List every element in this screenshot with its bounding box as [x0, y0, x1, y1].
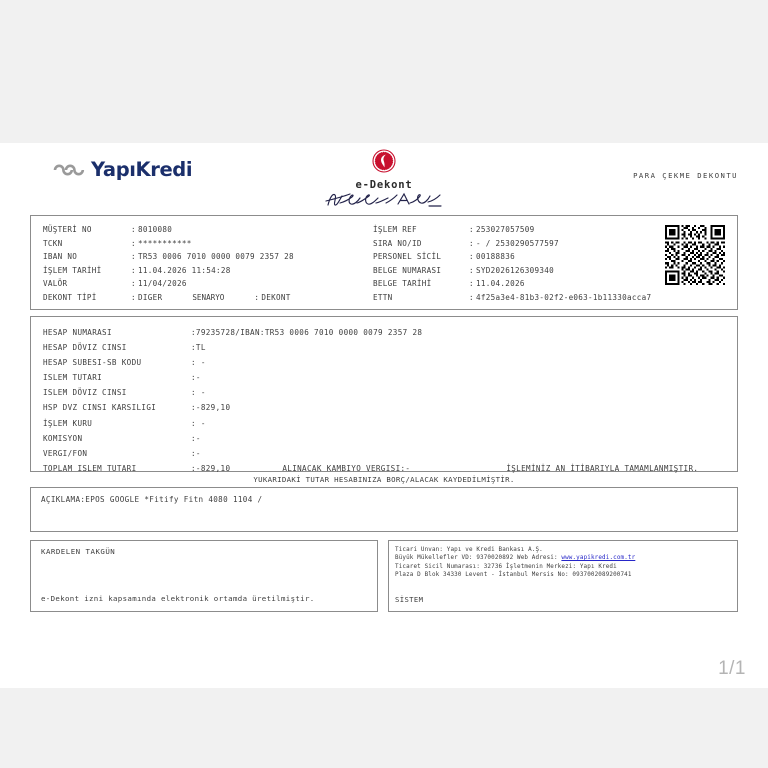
detail-value-hesap-doviz-cinsi: :TL — [191, 343, 206, 353]
detail-value-islem-doviz-cinsi: : - — [191, 388, 206, 398]
company-merkez-label: İşletmenin Merkezi: — [505, 563, 577, 570]
info-separator: : — [469, 279, 474, 289]
info-value-valor: 11/04/2026 — [138, 279, 187, 289]
detail-key: HESAP NUMARASI — [43, 328, 112, 337]
info-row — [373, 250, 663, 264]
company-vd-value: 9370020892 — [476, 555, 514, 562]
info-separator: : — [469, 225, 474, 234]
system-label: SİSTEM — [395, 595, 424, 604]
company-merkez-value: Yapı Kredi — [579, 563, 617, 570]
detail-row — [43, 416, 737, 431]
info-value-tckn: *********** — [138, 238, 192, 248]
info-key: VALÖR — [43, 279, 68, 289]
detail-row — [43, 400, 737, 415]
detail-value-hsp-dvz-karsiligi: :-829,10 — [191, 403, 231, 413]
recipient-name: KARDELEN TAKGÜN — [41, 547, 116, 556]
info-separator: : — [254, 292, 259, 302]
company-line-unvan — [395, 546, 737, 554]
info-value-ettn: 4f25a3e4-81b3-02f2-e063-1b11330acca7 — [476, 292, 652, 302]
info-value-dekont-tipi: DIGER — [138, 292, 163, 302]
bank-name-label: YapıKredi — [91, 158, 193, 182]
info-value-sira-no-id: - / 2530290577597 — [476, 238, 559, 248]
detail-row — [43, 340, 737, 355]
detail-key: KOMISYON — [43, 433, 83, 443]
edekont-label: e-Dekont — [355, 179, 413, 191]
detail-value-komisyon: :- — [191, 433, 201, 443]
info-key: BELGE NUMARASI — [373, 265, 442, 275]
info-separator: : — [131, 265, 136, 275]
company-line-vd — [395, 554, 737, 562]
detail-row — [43, 431, 737, 446]
info-key: IBAN NO — [43, 252, 78, 262]
info-key: MÜŞTERİ NO — [43, 225, 92, 234]
company-line-sicil — [395, 563, 737, 571]
detail-key: HSP DVZ CINSI KARSILIGI — [43, 403, 157, 413]
info-separator: : — [131, 252, 136, 262]
detail-row — [43, 370, 737, 385]
balance-notice: YUKARIDAKİ TUTAR HESABINIZA BORÇ/ALACAK KAYDEDİLMİŞTİR. — [253, 475, 515, 484]
detail-key: HESAP SUBESI-SB KODU — [43, 358, 142, 368]
info-row — [43, 277, 373, 291]
info-value-islem-tarihi: 11.04.2026 11:54:28 — [138, 265, 231, 275]
detail-value-hesap-subesi: : - — [191, 358, 206, 368]
info-key: ETTN — [373, 292, 393, 302]
info-separator: : — [469, 292, 474, 302]
company-website-link[interactable]: www.yapikredi.com.tr — [561, 555, 636, 562]
info-value-musteri-no: 8010080 — [138, 225, 173, 234]
info-separator: : — [469, 265, 474, 275]
company-sicil-value: 32736 — [483, 563, 503, 570]
page-header — [0, 143, 768, 215]
completion-note: İŞLEMİNİZ AN İTİBARIYLA TAMAMLANMIŞTIR. — [506, 463, 699, 473]
company-unvan-value: Yapı ve Kredi Bankası A.Ş. — [446, 547, 543, 553]
account-info-box — [30, 215, 738, 310]
detail-row — [43, 446, 737, 461]
company-web-label: Web Adresi: — [517, 555, 558, 562]
detail-key: HESAP DÖVIZ CINSI — [43, 343, 127, 353]
qr-code-icon — [665, 225, 725, 290]
page-number: 1/1 — [718, 658, 746, 679]
info-row — [373, 277, 663, 291]
company-unvan-label: Ticari Unvan: — [395, 547, 444, 553]
info-value-belge-numarasi: SYD2026126309340 — [476, 265, 554, 275]
recipient-note: e-Dekont izni kapsamında elektronik ortamda üretilmiştir. — [41, 594, 315, 603]
info-column-right — [373, 223, 663, 305]
recipient-box — [30, 540, 378, 612]
info-separator: : — [469, 252, 474, 262]
info-value-iban: TR53 0006 7010 0000 0079 2357 28 — [138, 252, 294, 262]
info-separator: : — [131, 292, 136, 302]
detail-value-vergi-fon: :- — [191, 448, 201, 458]
info-row — [43, 264, 373, 278]
receipt-page — [0, 143, 768, 688]
info-key: BELGE TARİHİ — [373, 279, 432, 289]
company-vd-label: Büyük Mükellefler VD: — [395, 555, 473, 562]
footer-row — [30, 540, 738, 612]
detail-key: ISLEM TUTARI — [43, 373, 103, 383]
info-separator: : — [131, 238, 136, 248]
detail-key: VERGI/FON — [43, 448, 88, 458]
detail-key: İŞLEM KURU — [43, 418, 93, 428]
company-info-box — [388, 540, 738, 612]
company-sicil-label: Ticaret Sicil Numarası: — [395, 563, 481, 570]
detail-row — [43, 325, 737, 340]
signature-image — [0, 190, 768, 215]
detail-key-toplam: TOPLAM ISLEM TUTARI — [43, 463, 137, 473]
kambiyo-vergisi-label: ALINACAK KAMBIYO VERGISI:- — [282, 463, 411, 473]
info-key: TCKN — [43, 238, 63, 248]
info-value-senaryo: DEKONT — [261, 292, 291, 302]
detail-row-total — [43, 461, 737, 476]
bank-seal-icon — [372, 149, 396, 178]
info-row — [43, 237, 373, 251]
info-row — [373, 291, 663, 305]
info-key: SIRA NO/ID — [373, 238, 422, 248]
detail-row — [43, 355, 737, 370]
info-row — [43, 250, 373, 264]
info-separator: : — [469, 238, 474, 248]
info-row — [43, 291, 373, 305]
detail-value-islem-tutari: :- — [191, 373, 201, 383]
info-key: DEKONT TİPİ — [43, 292, 97, 302]
aciklama-text: AÇIKLAMA:EPOS GOOGLE *Fitify Fitn 4080 1104 / — [41, 495, 263, 504]
info-key: İŞLEM REF — [373, 225, 417, 234]
info-key: PERSONEL SİCİL — [373, 252, 442, 262]
info-row — [373, 223, 663, 237]
transaction-detail-box — [30, 316, 738, 472]
info-key-senaryo: SENARYO — [192, 292, 225, 302]
edekont-brand — [0, 149, 768, 215]
info-row — [373, 237, 663, 251]
detail-key: ISLEM DÖVIZ CINSI — [43, 388, 127, 398]
detail-row — [43, 385, 737, 400]
info-value-personel-sicil: 00188836 — [476, 252, 515, 262]
info-separator: : — [131, 225, 136, 234]
info-value-islem-ref: 253027057509 — [476, 225, 535, 234]
detail-value-toplam: :-829,10 — [191, 463, 231, 473]
info-value-belge-tarihi: 11.04.2026 — [476, 279, 525, 289]
info-key: İŞLEM TARİHİ — [43, 265, 102, 275]
info-row — [373, 264, 663, 278]
company-line-adres: Plaza D Blok 34330 Levent - İstanbul Mersis No: 0937002089200741 — [395, 572, 632, 579]
detail-value-hesap-numarasi: :79235728/IBAN:TR53 0006 7010 0000 0079 2357 28 — [191, 328, 423, 337]
detail-value-islem-kuru: : - — [191, 418, 206, 428]
info-column-left — [31, 223, 373, 305]
document-type-title: PARA ÇEKME DEKONTU — [633, 171, 738, 180]
info-row — [43, 223, 373, 237]
info-separator: : — [131, 279, 136, 289]
aciklama-box — [30, 487, 738, 532]
